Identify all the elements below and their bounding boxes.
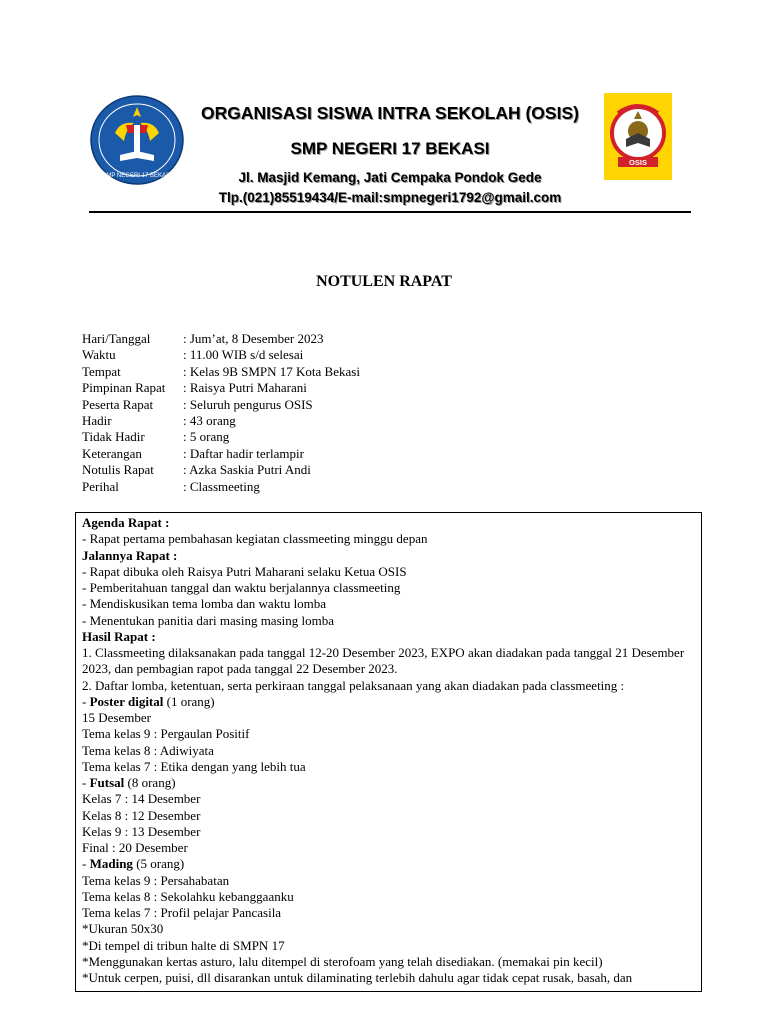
lomba-count: (1 orang) [163,693,215,709]
info-value: : Classmeeting [183,478,260,494]
info-row [82,331,360,347]
info-label: Tidak Hadir [82,429,145,445]
lomba-detail: Tema kelas 9 : Pergaulan Positif [82,726,250,742]
info-label: Peserta Rapat [82,396,154,412]
lomba-detail: Kelas 8 : 12 Desember [82,807,201,823]
jalannya-item: - Rapat dibuka oleh Raisya Putri Maharani selaku Ketua OSIS [82,563,407,579]
info-value: : Daftar hadir terlampir [183,445,304,461]
meeting-info [82,331,360,495]
info-label: Pimpinan Rapat [82,380,166,396]
agenda-heading: Agenda Rapat : [82,515,170,530]
agenda-item: - Rapat pertama pembahasan kegiatan classmeeting minggu depan [82,531,428,547]
info-row [82,462,360,478]
hasil-item-1: 1. Classmeeting dilaksanakan pada tanggal 12-20 Desember 2023, EXPO akan diadakan pada tanggal 21 Desember 2023, dan pembagian rapot pada tanggal 22 Desember 2023. [82,645,685,677]
lomba-detail: Tema kelas 8 : Adiwiyata [82,742,214,758]
jalannya-heading: Jalannya Rapat : [82,547,178,563]
school-name: SMP NEGERI 17 BEKASI [290,139,490,158]
lomba-detail: *Menggunakan kertas asturo, lalu ditempel di sterofoam yang telah disediakan. (memakai pin kecil) [82,953,603,969]
lomba-detail: *Ukuran 50x30 [82,921,164,937]
lomba-name: Poster digital [89,693,164,709]
osis-logo-caption: OSIS [629,158,647,167]
lomba-detail: Tema kelas 7 : Profil pelajar Pancasila [82,905,282,920]
school-logo [90,93,184,187]
info-value: : Kelas 9B SMPN 17 Kota Bekasi [183,363,360,379]
lomba-detail: Kelas 9 : 13 Desember [82,823,201,839]
osis-logo [604,93,672,180]
info-row [82,413,360,429]
info-value: : Seluruh pengurus OSIS [183,396,313,412]
info-value: : 43 orang [183,413,236,429]
org-name: ORGANISASI SISWA INTRA SEKOLAH (OSIS) [201,103,579,123]
lomba-detail: Final : 20 Desember [82,840,188,855]
document-title: NOTULEN RAPAT [316,273,452,290]
info-row [82,429,360,445]
info-row [82,397,360,413]
lomba-count: (5 orang) [132,856,185,872]
lomba-name: Mading [89,856,133,872]
jalannya-item: - Mendiskusikan tema lomba dan waktu lomba [82,596,327,612]
lomba-detail: *Di tempel di tribun halte di SMPN 17 [82,937,285,953]
info-label: Notulis Rapat [82,462,154,478]
lomba-heading-mading [82,856,694,872]
lomba-heading-poster [82,694,694,710]
info-label: Tempat [82,363,121,379]
lomba-dash: - [82,856,90,872]
info-value: : Jum’at, 8 Desember 2023 [183,331,324,346]
school-contact: Tlp.(021)85519434/E-mail:smpnegeri1792@gmail.com [218,190,562,205]
hasil-heading: Hasil Rapat : [82,628,156,644]
info-row [82,364,360,380]
info-row [82,479,360,495]
info-row [82,446,360,462]
info-label: Hari/Tanggal [82,331,151,346]
lomba-heading-futsal [82,775,694,791]
header-divider [89,211,691,213]
info-row [82,380,360,396]
lomba-detail: Tema kelas 9 : Persahabatan [82,872,230,888]
lomba-name: Futsal [89,775,125,790]
info-value: : Raisya Putri Maharani [183,380,307,396]
lomba-detail: Kelas 7 : 14 Desember [82,791,201,807]
info-value: : 5 orang [183,429,230,445]
info-label: Keterangan [82,445,142,461]
info-value: : 11.00 WIB s/d selesai [183,347,304,363]
lomba-detail: Tema kelas 8 : Sekolahku kebanggaanku [82,888,294,904]
lomba-detail: *Untuk cerpen, puisi, dll disarankan untuk dilaminating terlebih dahulu agar tidak cepat rusak, basah, dan [82,970,633,985]
info-row [82,347,360,363]
info-label: Perihal [82,478,119,494]
info-label: Waktu [82,347,116,363]
lomba-detail: Tema kelas 7 : Etika dengan yang lebih tua [82,758,306,774]
jalannya-item: - Pemberitahuan tanggal dan waktu berjalannya classmeeting [82,580,401,595]
lomba-dash: - [82,693,90,709]
logo-left-caption: SMP NEGERI 17 BEKASI [102,173,172,179]
school-address: Jl. Masjid Kemang, Jati Cempaka Pondok Gede [238,170,542,185]
lomba-dash: - [82,775,90,790]
lomba-detail: 15 Desember [82,710,151,725]
hasil-item-2: 2. Daftar lomba, ketentuan, serta perkiraan tanggal pelaksanaan yang akan diadakan pada classmeeting : [82,677,625,693]
minutes-box [75,512,702,992]
lomba-count: (8 orang) [124,775,176,790]
jalannya-item: - Menentukan panitia dari masing masing lomba [82,612,334,628]
info-label: Hadir [82,413,112,429]
info-value: : Azka Saskia Putri Andi [183,462,311,478]
